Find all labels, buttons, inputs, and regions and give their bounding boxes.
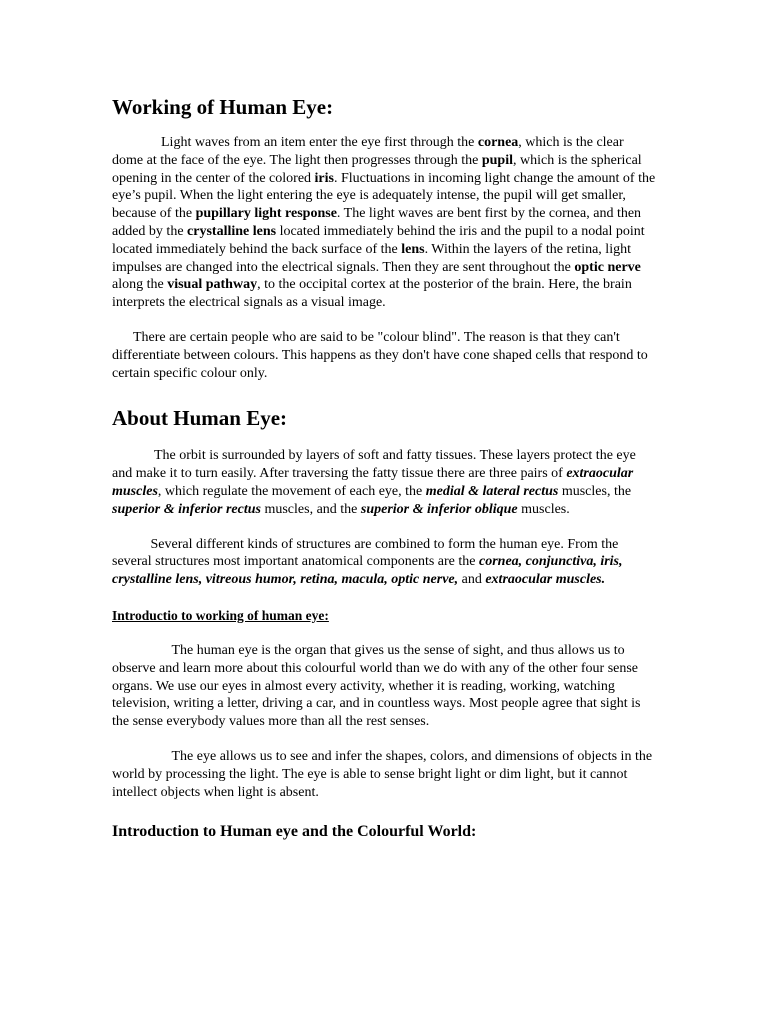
- emphasized-term: cornea: [477, 135, 519, 150]
- emphasized-term: superior & inferior oblique: [360, 501, 518, 517]
- heading-colourful-world: Introduction to Human eye and the Colourful World:: [112, 823, 477, 841]
- emphasized-term: medial & lateral rectus: [425, 483, 559, 499]
- emphasized-term: superior & inferior rectus: [112, 501, 261, 517]
- emphasized-term: extraocular muscles.: [485, 572, 606, 588]
- emphasized-term: pupil: [481, 152, 513, 168]
- emphasized-term: extraocular muscles: [112, 466, 634, 499]
- paragraph-orbit: The orbit is surrounded by layers of soft and fatty tissues. These layers protect the eye and make it to turn easily. After traversing the fatty tissue there are three pairs of extraocular muscles, which regulate the movement of each eye, the medial & lateral rectus muscles, the superior & inferior rectus muscles, and the superior & inferior oblique muscles.: [112, 448, 636, 517]
- emphasized-term: pupillary light response: [195, 206, 337, 222]
- paragraph-working-1: Light waves from an item enter the eye first through the cornea, which is the clear dome at the face of the eye. The light then progresses through the pupil, which is the spherical opening in the center of the colored iris. Fluctuations in incoming light change the amount of the eye’s pupil. When the light entering the eye is adequately intense, the pupil will get smaller, because of the pupillary light response. The light waves are bent first by the cornea, and then added by the crystalline lens located immediately behind the iris and the pupil to a nodal point located immediately behind the back surface of the lens. Within the layers of the retina, light impulses are changed into the electrical signals. Then they are sent throughout the optic nerve along the visual pathway, to the occipital cortex at the posterior of the brain. Here, the brain interprets the electrical signals as a visual image.: [112, 135, 656, 311]
- emphasized-term: cornea, conjunctiva, iris, crystalline lens, vitreous humor, retina, macula, optic nerve,: [112, 554, 623, 588]
- emphasized-term: optic nerve: [574, 259, 641, 275]
- paragraph-colour-blind: There are certain people who are said to be "colour blind". The reason is that they can't differentiate between colours. This happens as they don't have cone shaped cells that respond to certain specific colour only.: [112, 329, 648, 381]
- heading-introductio-working: Introductio to working of human eye:: [112, 607, 329, 623]
- heading-about-human-eye: About Human Eye:: [112, 406, 288, 431]
- paragraph-structures: Several different kinds of structures are combined to form the human eye. From the several structures most important anatomical components are the cornea, conjunctiva, iris, crystalline lens, vitreous humor, retina, macula, optic nerve, and extraocular muscles.: [112, 536, 623, 588]
- heading-working-of-human-eye: Working of Human Eye:: [112, 95, 334, 119]
- emphasized-term: crystalline lens: [187, 223, 277, 239]
- paragraph-processing-light: The eye allows us to see and infer the shapes, colors, and dimensions of objects in the world by processing the light. The eye is able to sense bright light or dim light, but it cannot intellect objects when light is absent.: [112, 748, 653, 800]
- emphasized-term: lens: [401, 241, 425, 257]
- emphasized-term: visual pathway: [167, 277, 258, 293]
- paragraph-sense-of-sight: The human eye is the organ that gives us the sense of sight, and thus allows us to observe and learn more about this colourful world than we do with any of the other four sense organs. We use our eyes in almost every activity, whether it is reading, working, watching television, writing a letter, driving a car, and in countless ways. Most people agree that sight is the sense everybody values more than all the rest senses.: [112, 642, 641, 730]
- emphasized-term: iris: [314, 170, 334, 186]
